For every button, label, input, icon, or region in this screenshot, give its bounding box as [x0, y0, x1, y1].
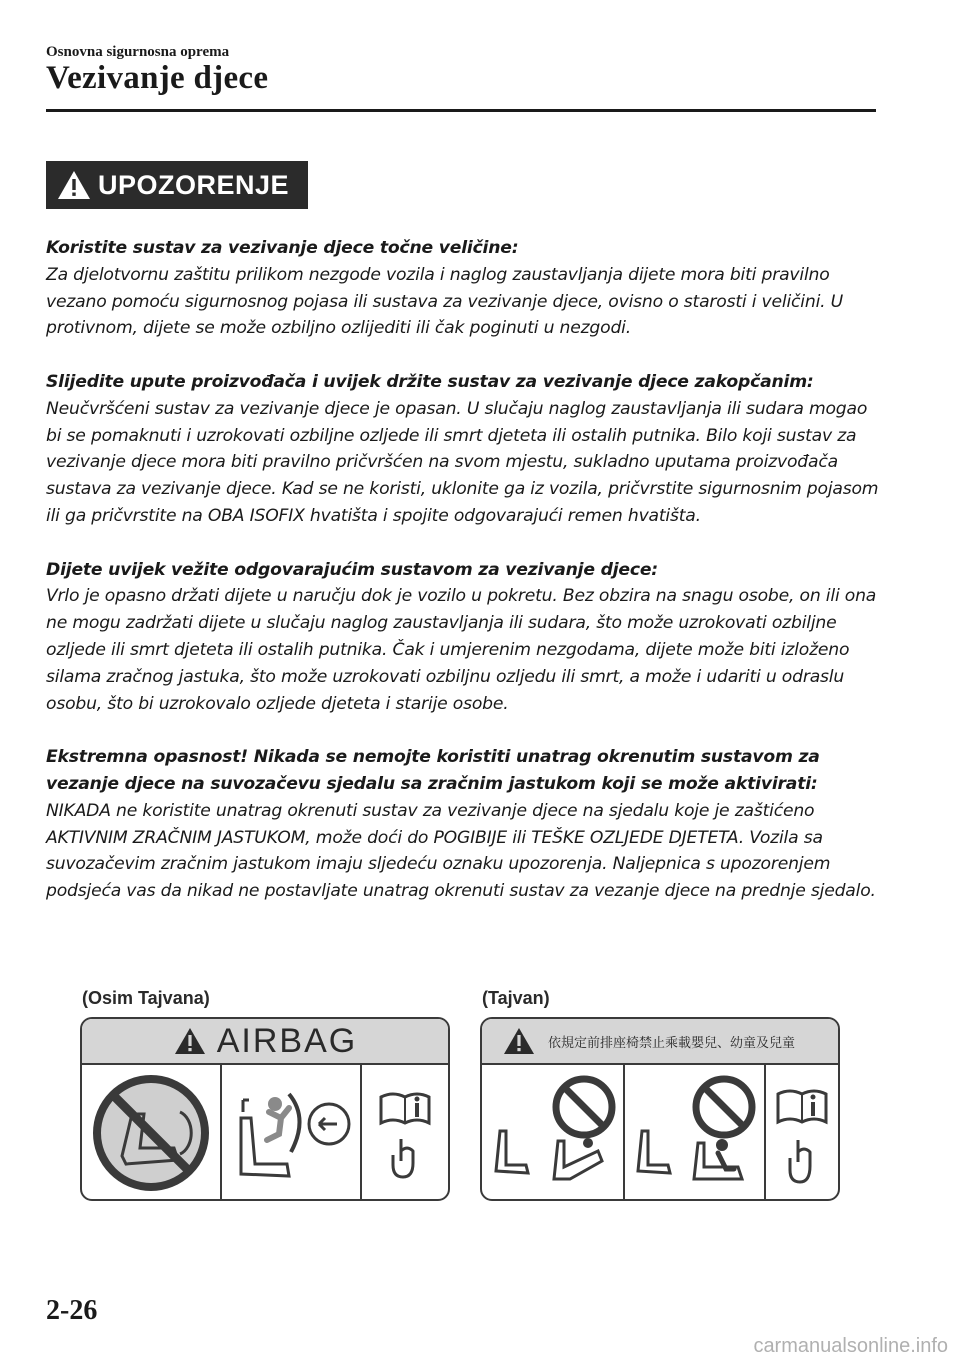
section-kicker: Osnovna sigurnosna oprema: [46, 44, 230, 60]
airbag-label-title: AIRBAG: [216, 1021, 358, 1060]
warning-block: [46, 369, 881, 530]
warning-triangle-icon: [502, 1026, 536, 1056]
block-body: Neučvršćeni sustav za vezivanje djece je opasan. U slučaju naglog zaustavljanja ili sudara mogao bi se pomaknuti i uzrokovati ozbiljne ozljede ili smrt djeteta ili ostalih putnika. Bilo koji sustav za vezivanje djece mora biti pravilno pričvršćen na svom mjestu, sukladno uputama proizvođača sustava za vezivanje djece. Kad se ne koristi, uklonite ga iz vozila, pričvrstite sigurnosnim pojasom ili ga pričvrstite na OBA ISOFIX hvatišta i spojite odgovarajući remen hvatišta.: [46, 398, 879, 526]
no-child-seat-icon: [92, 1074, 210, 1192]
warning-block: [46, 235, 881, 342]
warning-block: [46, 744, 881, 905]
warning-block: [46, 557, 881, 718]
block-heading: Dijete uvijek vežite odgovarajućim sustavom za vezivanje djece:: [46, 559, 658, 580]
label-cell: [362, 1065, 447, 1201]
label-cell: [82, 1065, 222, 1201]
block-body: Za djelotvornu zaštitu prilikom nezgode vozila i naglog zaustavljanja dijete mora biti pravilno vezano pomoću sigurnosnog pojasa ili sustava za vezivanje djece, ovisno o starosti i veličini. U protivnom, dijete se može ozbiljno ozlijediti ili čak poginuti u nezgodi.: [46, 264, 844, 339]
title-rule: [46, 109, 876, 112]
warning-label: UPOZORENJE: [98, 169, 290, 200]
block-heading: Slijedite upute proizvođača i uvijek držite sustav za vezivanje djece zakopčanim:: [46, 371, 814, 392]
taiwan-label-header: [482, 1019, 838, 1065]
page-number: 2-26: [46, 1295, 98, 1326]
no-infant-seat-icon: [488, 1071, 618, 1195]
child-airbag-hazard-icon: [229, 1078, 353, 1188]
block-body: Vrlo je opasno držati dijete u naručju dok je vozilo u pokretu. Bez obzira na snagu osobe, on ili ona ne mogu zadržati dijete u slučaju naglog zaustavljanja ili sudara, što može uzrokovati ozbiljne ozljede ili smrt djeteta ili ostalih putnika. Čak i umjerenim nezgodama, dijete može biti izloženo silama zračnog jastuka, što može uzrokovati ozbiljnu ozljedu ili smrt, a može i udariti u odraslu osobu, što bi uzrokovalo ozljede djeteta i starije osobe.: [46, 586, 877, 714]
page-title: Vezivanje djece: [46, 60, 269, 96]
label-cell: [222, 1065, 362, 1201]
label-cell: [625, 1065, 766, 1201]
watermark: carmanualsonline.info: [753, 1335, 948, 1357]
label-caption-right: (Tajvan): [482, 988, 550, 1008]
no-child-seat-icon: [630, 1071, 760, 1195]
warning-content: [46, 235, 881, 932]
label-cell: [482, 1065, 625, 1201]
manual-reference-icon: [375, 1083, 435, 1183]
warning-banner: [46, 161, 308, 209]
taiwan-warning-label: [480, 1017, 840, 1201]
airbag-warning-label: [80, 1017, 450, 1201]
taiwan-label-title: 依規定前排座椅禁止乘載嬰兒、幼童及兒童: [548, 1035, 796, 1051]
airbag-label-header: [82, 1019, 448, 1065]
warning-triangle-icon: [173, 1026, 207, 1056]
block-body: NIKADA ne koristite unatrag okrenuti sustav za vezivanje djece na sjedalu koje je zaštićeno AKTIVNIM ZRAČNIM JASTUKOM, može doći do POGIBIJE ili TEŠKE OZLJEDE DJETETA. Vozila sa suvozačevim zračnim jastukom imaju sljedeću oznaku upozorenja. Naljepnica s upozorenjem podsjeća vas da nikad ne postavljate unatrag okrenuti sustav za vezanje djece na prednje sjedalo.: [46, 800, 876, 902]
label-cell: [766, 1065, 837, 1201]
warning-triangle-icon: [56, 169, 92, 201]
block-heading: Ekstremna opasnost! Nikada se nemojte koristiti unatrag okrenutim sustavom za vezanje djece na suvozačevu sjedalu sa zračnim jastukom koji se može aktivirati:: [46, 747, 820, 794]
manual-reference-icon: [774, 1078, 830, 1188]
label-caption-left: (Osim Tajvana): [82, 988, 210, 1008]
block-heading: Koristite sustav za vezivanje djece točne veličine:: [46, 238, 519, 258]
